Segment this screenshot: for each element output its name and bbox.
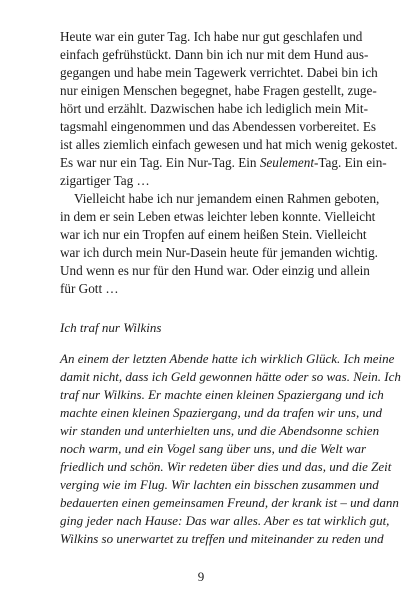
text-line: Und wenn es nur für den Hund war. Oder einzig und allein <box>60 263 370 278</box>
text-line: in dem er sein Leben etwas leichter leben konnte. Vielleicht <box>60 209 376 224</box>
main-text <box>60 28 398 298</box>
text-line: war ich nur ein Tropfen auf einem heißen Stein. Vielleicht <box>60 227 367 242</box>
page-number: 9 <box>197 569 205 584</box>
story-line: An einem der letzten Abende hatte ich wirklich Glück. Ich meine <box>60 351 395 366</box>
story-line: verging wie im Flug. Wir lachten ein bisschen zusammen und <box>60 477 379 492</box>
story-line: machte einen kleinen Spaziergang, und da trafen wir uns, und <box>60 405 382 420</box>
text-line: für Gott … <box>60 281 119 296</box>
text-line: Es war nur ein Tag. Ein Nur-Tag. Ein Seulement-Tag. Ein ein- <box>60 155 387 170</box>
text-line: Vielleicht habe ich nur jemandem einen Rahmen geboten, <box>74 191 380 206</box>
story-line: bedauerten einen gemeinsamen Freund, der krank ist – und dann <box>60 495 399 510</box>
text-line: ist alles ziemlich einfach gewesen und hat mich wenig gekostet. <box>60 137 398 152</box>
text-line: hört und erzählt. Dazwischen habe ich lediglich mein Mit- <box>60 101 368 116</box>
section-title: Ich traf nur Wilkins <box>60 320 162 335</box>
story-line: noch warm, und ein Vogel sang über uns, und die Welt war <box>60 441 367 456</box>
text-line: Heute war ein guter Tag. Ich habe nur gut geschlafen und <box>60 29 363 44</box>
text-line: nur einigen Menschen begegnet, habe Fragen gestellt, zuge- <box>60 83 377 98</box>
story-line: wir standen und unterhielten uns, und die Abendsonne schien <box>60 423 380 438</box>
story-line: traf nur Wilkins. Er machte einen kleinen Spaziergang und ich <box>60 387 384 402</box>
text-line: einfach gefrühstückt. Dann bin ich nur mit dem Hund aus- <box>60 47 369 62</box>
paragraph-2 <box>60 190 380 298</box>
story-text <box>60 350 401 548</box>
story-line: friedlich und schön. Wir redeten über dies und das, und die Zeit <box>60 459 392 474</box>
text-line: zigartiger Tag … <box>60 173 150 188</box>
text-line: war ich durch mein Nur-Dasein heute für jemanden wichtig. <box>60 245 378 260</box>
story-line: ging jeder nach Hause: Das war alles. Aber es tat wirklich gut, <box>60 513 390 528</box>
story-line: Wilkins so unerwartet zu treffen und miteinander zu reden und <box>60 531 384 546</box>
story-line: damit nicht, dass ich Geld gewonnen hätte oder so was. Nein. Ich <box>60 369 401 384</box>
text-line: gegangen und habe mein Tagewerk verrichtet. Dabei bin ich <box>60 65 378 80</box>
paragraph-1 <box>60 28 398 190</box>
text-line: tagsmahl eingenommen und das Abendessen vorbereitet. Es <box>60 119 377 134</box>
